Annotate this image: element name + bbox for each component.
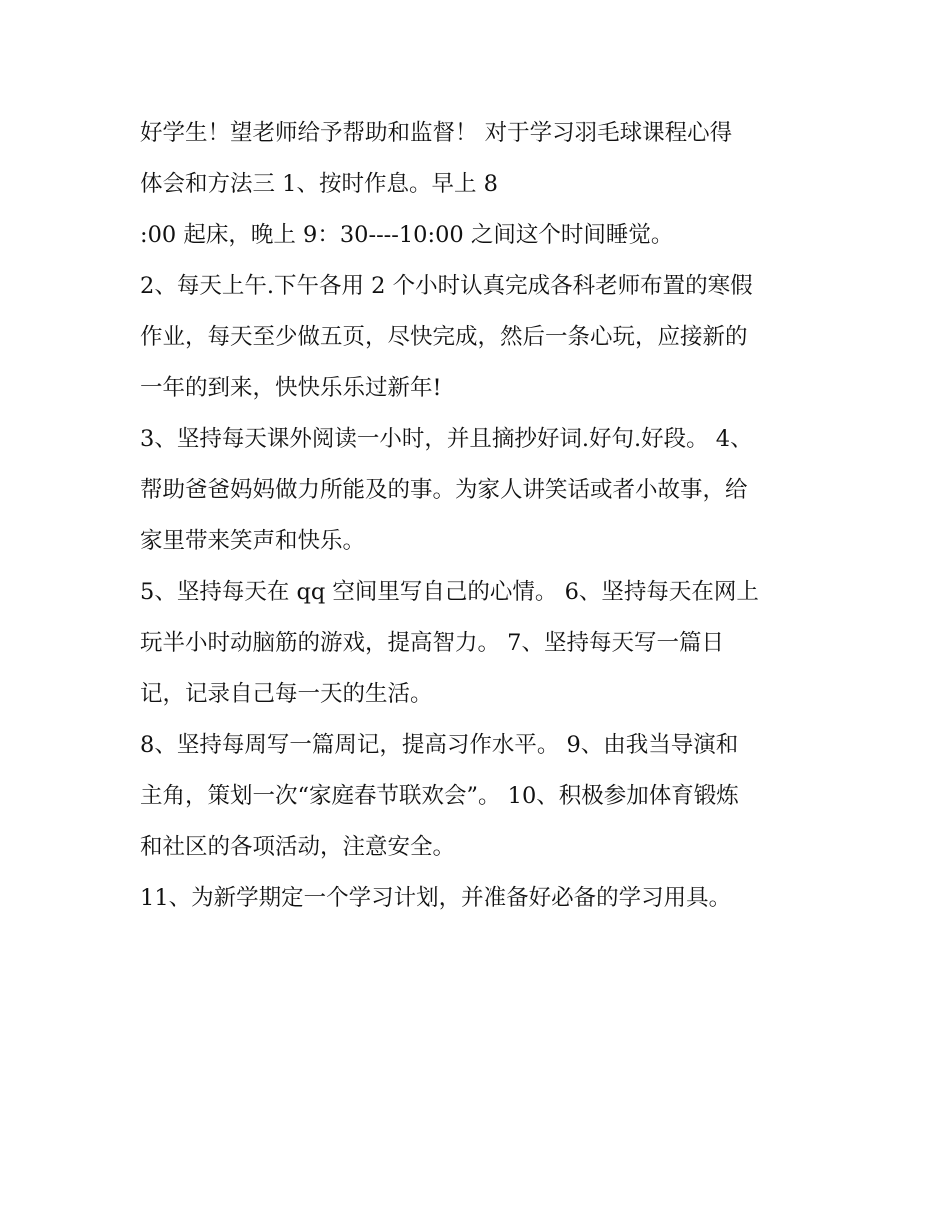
text-line-5: 作业，每天至少做五页，尽快完成，然后一条心玩，应接新的 [140, 324, 748, 350]
text-line-15: 和社区的各项活动，注意安全。 [140, 834, 456, 860]
text-line-13: 8、坚持每周写一篇周记，提高习作水平。 9、由我当导演和 [140, 732, 739, 758]
text-line-11: 玩半小时动脑筋的游戏，提高智力。 7、坚持每天写一篇日 [140, 630, 724, 656]
text-line-8: 帮助爸爸妈妈做力所能及的事。为家人讲笑话或者小故事，给 [140, 477, 748, 503]
text-line-10: 5、坚持每天在 qq 空间里写自己的心情。 6、坚持每天在网上 [140, 579, 759, 605]
text-line-12: 记，记录自己每一天的生活。 [140, 681, 433, 707]
text-line-9: 家里带来笑声和快乐。 [140, 528, 366, 554]
text-line-1: 好学生！望老师给予帮助和监督！ 对于学习羽毛球课程心得 [140, 120, 733, 146]
text-line-4: 2、每天上午.下午各用 2 个小时认真完成各科老师布置的寒假 [140, 273, 753, 299]
text-line-7: 3、坚持每天课外阅读一小时，并且摘抄好词.好句.好段。 4、 [140, 426, 753, 452]
text-line-2: 体会和方法三 1、按时作息。早上 8 [140, 171, 498, 197]
body-text [140, 108, 820, 924]
text-line-3: :00 起床，晚上 9：30----10:00 之间这个时间睡觉。 [140, 222, 674, 248]
text-line-6: 一年的到来，快快乐乐过新年! [140, 375, 442, 401]
text-line-14: 主角，策划一次“家庭春节联欢会”。 10、积极参加体育锻炼 [140, 783, 739, 809]
text-line-16: 11、为新学期定一个学习计划，并准备好必备的学习用具。 [140, 885, 732, 911]
